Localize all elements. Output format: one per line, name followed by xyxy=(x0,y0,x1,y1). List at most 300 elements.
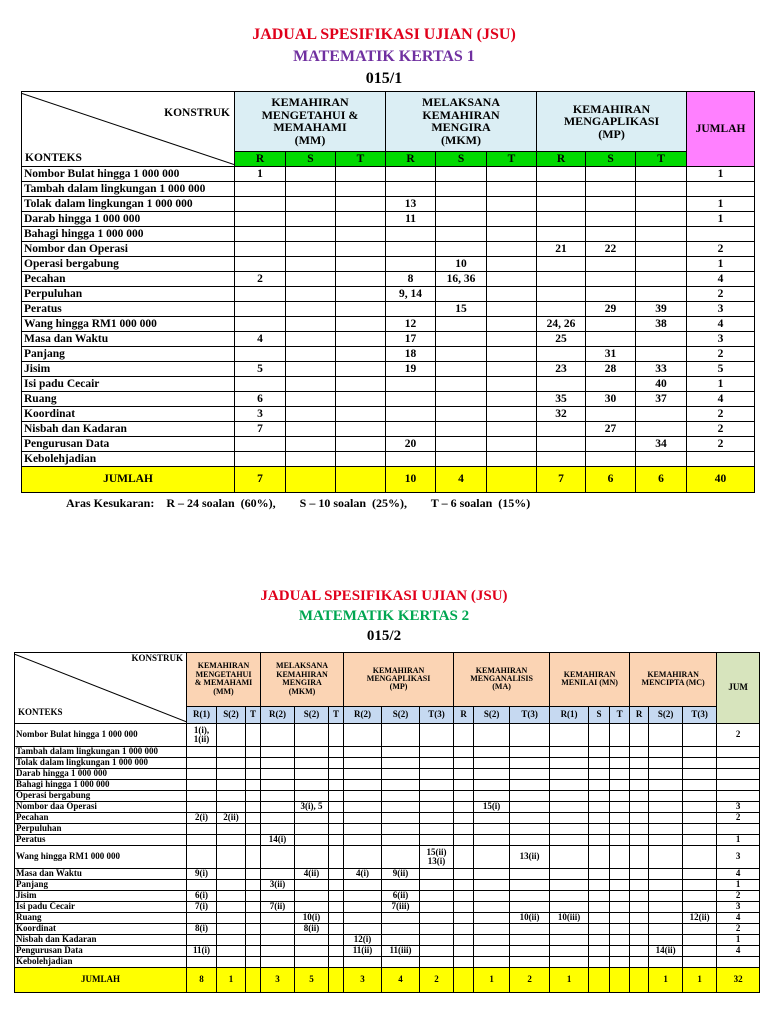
t2-total-cell: 4 xyxy=(382,968,420,993)
t2-cell xyxy=(329,769,344,780)
t2-cell xyxy=(550,891,589,902)
t2-cell xyxy=(246,891,261,902)
t1-total-cell: 7 xyxy=(235,467,286,493)
t1-cell: 12 xyxy=(386,317,436,332)
t2-cell xyxy=(550,724,589,747)
t2-cell xyxy=(474,913,510,924)
t2-cell xyxy=(454,913,474,924)
t2-cell xyxy=(329,846,344,869)
t2-row-label: Tambah dalam lingkungan 1 000 000 xyxy=(15,747,187,758)
t1-total-cell: 4 xyxy=(436,467,487,493)
t2-cell xyxy=(217,891,246,902)
t1-cell: 13 xyxy=(386,197,436,212)
t2-cell xyxy=(329,835,344,846)
t2-row-label: Panjang xyxy=(15,880,187,891)
t2-cell xyxy=(510,902,550,913)
t1-cell xyxy=(537,287,586,302)
t2-cell xyxy=(630,747,649,758)
t2-cell xyxy=(246,835,261,846)
t2-cell xyxy=(217,791,246,802)
t2-cell: 1 xyxy=(717,880,760,891)
t1-cell: 1 xyxy=(687,257,755,272)
t2-cell xyxy=(217,769,246,780)
t2-cell xyxy=(217,846,246,869)
t2-cell: 14(ii) xyxy=(649,946,683,957)
table-row xyxy=(15,824,760,835)
t1-cell xyxy=(286,317,336,332)
t2-cell xyxy=(382,758,420,769)
t2-cell xyxy=(344,835,382,846)
t2-cell: 1 xyxy=(717,835,760,846)
table-row xyxy=(15,924,760,935)
t1-cell xyxy=(487,317,537,332)
t2-cell xyxy=(295,724,329,747)
table-row xyxy=(22,182,755,197)
t2-cell xyxy=(510,758,550,769)
t2-row-label: Masa dan Waktu xyxy=(15,869,187,880)
t1-cell xyxy=(436,422,487,437)
table-row xyxy=(22,392,755,407)
t1-cell xyxy=(336,272,386,287)
table-row xyxy=(15,846,760,869)
t2-level-2: T xyxy=(246,706,261,724)
t2-cell xyxy=(261,724,295,747)
t2-cell xyxy=(329,747,344,758)
t1-cell xyxy=(386,227,436,242)
t2-cell xyxy=(610,902,630,913)
t2-cell xyxy=(717,957,760,968)
t1-row-label: Wang hingga RM1 000 000 xyxy=(22,317,235,332)
t1-cell xyxy=(487,392,537,407)
t1-cell: 23 xyxy=(537,362,586,377)
t2-title: JADUAL SPESIFIKASI UJIAN (JSU) xyxy=(260,588,508,604)
t2-total-cell xyxy=(630,968,649,993)
t1-level-0: R xyxy=(235,151,286,166)
t1-cell xyxy=(235,212,286,227)
t2-cell xyxy=(246,824,261,835)
t2-cell xyxy=(420,758,454,769)
t2-cell xyxy=(630,946,649,957)
t2-cell xyxy=(589,769,610,780)
t2-cell xyxy=(295,780,329,791)
t1-row-label: Nisbah dan Kadaran xyxy=(22,422,235,437)
t2-total-cell xyxy=(610,968,630,993)
t1-cell xyxy=(336,302,386,317)
t2-cell: 2(i) xyxy=(187,813,217,824)
t2-cell xyxy=(246,813,261,824)
t1-cell xyxy=(436,317,487,332)
t2-cell xyxy=(295,747,329,758)
t2-cell xyxy=(329,902,344,913)
t2-cell xyxy=(329,813,344,824)
t2-cell xyxy=(454,747,474,758)
t2-cell xyxy=(610,846,630,869)
t2-cell xyxy=(295,935,329,946)
t2-cell xyxy=(217,869,246,880)
t2-cell xyxy=(589,724,610,747)
t2-cell xyxy=(217,758,246,769)
t2-cell: 14(i) xyxy=(261,835,295,846)
t2-cell xyxy=(550,880,589,891)
t2-cell xyxy=(683,824,717,835)
t2-cell xyxy=(474,791,510,802)
t2-cell xyxy=(382,957,420,968)
t2-cell xyxy=(649,758,683,769)
t2-cell xyxy=(610,747,630,758)
t1-cell: 4 xyxy=(687,392,755,407)
t2-cell xyxy=(550,747,589,758)
t2-cell xyxy=(630,913,649,924)
t1-cell xyxy=(537,347,586,362)
t1-cell: 31 xyxy=(586,347,636,362)
table-row xyxy=(22,257,755,272)
t2-cell: 4 xyxy=(717,869,760,880)
t1-code: 015/1 xyxy=(365,70,403,87)
table-row xyxy=(22,407,755,422)
t2-cell: 7(ii) xyxy=(261,902,295,913)
table-row xyxy=(15,902,760,913)
t2-cell xyxy=(261,935,295,946)
t2-cell xyxy=(420,835,454,846)
t1-header-mp: KEMAHIRAN MENGAPLIKASI (MP) xyxy=(537,92,687,152)
t2-cell xyxy=(630,791,649,802)
t2-cell xyxy=(246,747,261,758)
t2-cell: 3(ii) xyxy=(261,880,295,891)
t2-cell xyxy=(510,891,550,902)
t2-cell: 1(i), 1(ii) xyxy=(187,724,217,747)
t2-cell xyxy=(510,824,550,835)
t2-corner-cell xyxy=(15,653,187,724)
t2-header-mkm: MELAKSANA KEMAHIRAN MENGIRA (MKM) xyxy=(261,653,344,707)
t2-total-cell: 5 xyxy=(295,968,329,993)
t2-cell xyxy=(420,791,454,802)
t1-cell: 39 xyxy=(636,302,687,317)
t2-cell xyxy=(630,724,649,747)
t2-cell xyxy=(610,813,630,824)
t2-cell: 9(ii) xyxy=(382,869,420,880)
t2-cell xyxy=(382,824,420,835)
t2-cell xyxy=(589,880,610,891)
t2-cell xyxy=(683,891,717,902)
t2-row-label: Pecahan xyxy=(15,813,187,824)
t2-cell xyxy=(217,824,246,835)
t1-title: JADUAL SPESIFIKASI UJIAN (JSU) xyxy=(252,26,516,43)
t2-cell xyxy=(217,802,246,813)
t1-cell xyxy=(537,452,586,467)
t2-cell xyxy=(550,769,589,780)
t1-cell xyxy=(487,227,537,242)
t1-header-mm: KEMAHIRAN MENGETAHUI & MEMAHAMI (MM) xyxy=(235,92,386,152)
t1-cell xyxy=(286,287,336,302)
t1-cell xyxy=(286,227,336,242)
t1-row-label: Kebolehjadian xyxy=(22,452,235,467)
t1-cell xyxy=(235,287,286,302)
t1-cell xyxy=(235,302,286,317)
t2-total-cell: 1 xyxy=(217,968,246,993)
t2-cell xyxy=(717,758,760,769)
t1-row-label: Panjang xyxy=(22,347,235,362)
t1-cell xyxy=(235,227,286,242)
t2-cell xyxy=(589,924,610,935)
t2-cell xyxy=(187,935,217,946)
t2-cell: 4(i) xyxy=(344,869,382,880)
t1-cell xyxy=(336,362,386,377)
t2-cell xyxy=(683,957,717,968)
t2-cell xyxy=(420,802,454,813)
t2-header-jum: JUM xyxy=(717,653,760,724)
table-row xyxy=(15,769,760,780)
t1-cell xyxy=(235,197,286,212)
t2-cell xyxy=(550,946,589,957)
t1-cell xyxy=(286,377,336,392)
t1-total-cell xyxy=(487,467,537,493)
t2-cell xyxy=(510,813,550,824)
t1-corner-cell xyxy=(22,92,235,167)
t2-total-cell: 1 xyxy=(649,968,683,993)
t2-cell xyxy=(187,780,217,791)
t2-cell xyxy=(261,802,295,813)
t1-cell xyxy=(436,197,487,212)
t2-row-label: Bahagi hingga 1 000 000 xyxy=(15,780,187,791)
t2-cell xyxy=(649,891,683,902)
t1-cell xyxy=(537,182,586,197)
t2-cell: 13(ii) xyxy=(510,846,550,869)
jsu-table-kertas-2 xyxy=(14,652,760,993)
t1-total-cell: 6 xyxy=(586,467,636,493)
t1-level-5: T xyxy=(487,151,537,166)
t1-cell xyxy=(386,422,436,437)
t1-cell xyxy=(586,287,636,302)
t1-level-1: S xyxy=(286,151,336,166)
t2-cell xyxy=(510,791,550,802)
t1-row-label: Jisim xyxy=(22,362,235,377)
t2-cell xyxy=(187,802,217,813)
t2-cell xyxy=(474,747,510,758)
t2-cell xyxy=(329,780,344,791)
t1-cell: 35 xyxy=(537,392,586,407)
t2-cell xyxy=(261,780,295,791)
t1-total-cell xyxy=(336,467,386,493)
t2-cell xyxy=(474,935,510,946)
t2-cell xyxy=(589,835,610,846)
t1-cell xyxy=(286,272,336,287)
t2-row-label: Perpuluhan xyxy=(15,824,187,835)
t2-level-1: S(2) xyxy=(217,706,246,724)
table-row xyxy=(22,167,755,182)
t1-cell: 18 xyxy=(386,347,436,362)
t2-cell: 4 xyxy=(717,946,760,957)
t2-cell xyxy=(550,924,589,935)
t1-cell xyxy=(386,302,436,317)
t2-cell: 10(ii) xyxy=(510,913,550,924)
t2-cell xyxy=(649,913,683,924)
table-row xyxy=(15,935,760,946)
t2-cell xyxy=(474,824,510,835)
t2-cell: 12(i) xyxy=(344,935,382,946)
t2-total-cell xyxy=(589,968,610,993)
table-row xyxy=(15,869,760,880)
t2-cell: 10(iii) xyxy=(550,913,589,924)
t1-cell xyxy=(687,452,755,467)
t2-cell xyxy=(420,913,454,924)
t2-cell xyxy=(344,724,382,747)
t1-cell: 22 xyxy=(586,242,636,257)
t2-cell xyxy=(261,769,295,780)
t2-level-4: S(2) xyxy=(295,706,329,724)
t2-header-mn: KEMAHIRAN MENILAI (MN) xyxy=(550,653,630,707)
t1-cell xyxy=(487,452,537,467)
t2-cell xyxy=(295,891,329,902)
t1-total-cell: 40 xyxy=(687,467,755,493)
t2-cell xyxy=(246,913,261,924)
t1-cell: 2 xyxy=(687,422,755,437)
t1-cell xyxy=(636,242,687,257)
t2-cell xyxy=(329,824,344,835)
t2-cell xyxy=(454,891,474,902)
t1-cell xyxy=(286,242,336,257)
t2-cell xyxy=(630,935,649,946)
t2-cell xyxy=(454,935,474,946)
t2-cell xyxy=(246,957,261,968)
t2-total-cell xyxy=(329,968,344,993)
t2-cell xyxy=(420,724,454,747)
t2-cell xyxy=(649,902,683,913)
t2-level-16: S(2) xyxy=(649,706,683,724)
t2-level-13: S xyxy=(589,706,610,724)
t2-cell xyxy=(683,902,717,913)
t1-cell: 4 xyxy=(235,332,286,347)
t1-cell xyxy=(386,182,436,197)
t1-cell xyxy=(636,227,687,242)
t2-cell xyxy=(683,758,717,769)
t1-cell: 17 xyxy=(386,332,436,347)
t2-cell xyxy=(589,869,610,880)
t1-total-cell xyxy=(286,467,336,493)
t1-cell: 15 xyxy=(436,302,487,317)
t1-cell xyxy=(336,182,386,197)
t2-cell xyxy=(510,835,550,846)
t1-cell xyxy=(235,242,286,257)
t1-cell xyxy=(286,347,336,362)
t1-cell xyxy=(235,257,286,272)
t1-cell xyxy=(386,392,436,407)
t2-cell xyxy=(187,880,217,891)
t1-cell xyxy=(386,242,436,257)
t1-cell: 1 xyxy=(687,197,755,212)
table-row xyxy=(15,724,760,747)
t2-cell xyxy=(454,924,474,935)
t2-cell xyxy=(550,957,589,968)
t2-cell xyxy=(454,869,474,880)
t2-cell xyxy=(246,769,261,780)
t2-row-label: Peratus xyxy=(15,835,187,846)
t1-cell: 19 xyxy=(386,362,436,377)
t1-cell xyxy=(436,212,487,227)
t2-cell xyxy=(550,869,589,880)
t2-cell xyxy=(610,769,630,780)
t1-cell xyxy=(487,347,537,362)
t2-row-label: Nombor Bulat hingga 1 000 000 xyxy=(15,724,187,747)
t2-cell xyxy=(295,902,329,913)
t2-cell xyxy=(649,813,683,824)
t1-cell xyxy=(487,197,537,212)
t2-cell xyxy=(344,747,382,758)
t1-cell: 27 xyxy=(586,422,636,437)
t2-cell xyxy=(510,780,550,791)
t2-cell xyxy=(550,791,589,802)
t1-cell xyxy=(286,182,336,197)
t2-header-mm: KEMAHIRAN MENGETAHUI & MEMAHAMI (MM) xyxy=(187,653,261,707)
t2-cell: 2 xyxy=(717,924,760,935)
t2-cell xyxy=(344,813,382,824)
t2-cell xyxy=(610,791,630,802)
t2-cell xyxy=(717,780,760,791)
t1-cell xyxy=(586,407,636,422)
t2-cell xyxy=(246,780,261,791)
t2-cell xyxy=(261,747,295,758)
table-row xyxy=(22,437,755,452)
t1-cell: 21 xyxy=(537,242,586,257)
t2-cell xyxy=(329,891,344,902)
t2-cell: 15(i) xyxy=(474,802,510,813)
t2-cell xyxy=(420,924,454,935)
t2-cell xyxy=(510,802,550,813)
t1-cell xyxy=(336,197,386,212)
t2-cell xyxy=(683,802,717,813)
table-row xyxy=(15,835,760,846)
t2-cell xyxy=(649,824,683,835)
t2-cell xyxy=(474,780,510,791)
t2-cell xyxy=(329,924,344,935)
t2-cell xyxy=(510,724,550,747)
t2-cell xyxy=(510,869,550,880)
t2-cell: 2 xyxy=(717,891,760,902)
t1-cell xyxy=(436,347,487,362)
t1-cell xyxy=(487,302,537,317)
t1-cell xyxy=(336,287,386,302)
t2-cell xyxy=(474,869,510,880)
t2-cell xyxy=(295,769,329,780)
t2-cell xyxy=(261,758,295,769)
t1-cell xyxy=(537,437,586,452)
t1-cell xyxy=(436,227,487,242)
t1-cell xyxy=(436,392,487,407)
t2-cell xyxy=(474,880,510,891)
t2-cell xyxy=(217,935,246,946)
t1-cell xyxy=(636,197,687,212)
t2-cell xyxy=(329,957,344,968)
t1-cell xyxy=(235,452,286,467)
t1-cell: 9, 14 xyxy=(386,287,436,302)
t1-cell: 16, 36 xyxy=(436,272,487,287)
t2-cell xyxy=(474,835,510,846)
t1-cell xyxy=(636,347,687,362)
t2-cell xyxy=(510,747,550,758)
t1-cell xyxy=(586,167,636,182)
t2-cell xyxy=(630,813,649,824)
t1-cell xyxy=(286,437,336,452)
t1-cell xyxy=(586,212,636,227)
t1-row-label: Nombor Bulat hingga 1 000 000 xyxy=(22,167,235,182)
t2-cell xyxy=(295,846,329,869)
t1-cell xyxy=(386,257,436,272)
t2-total-cell: 1 xyxy=(474,968,510,993)
t2-cell xyxy=(329,913,344,924)
t2-konstruk-label: KONSTRUK xyxy=(131,653,183,663)
t1-cell xyxy=(537,212,586,227)
t1-cell xyxy=(336,437,386,452)
t2-cell xyxy=(344,769,382,780)
